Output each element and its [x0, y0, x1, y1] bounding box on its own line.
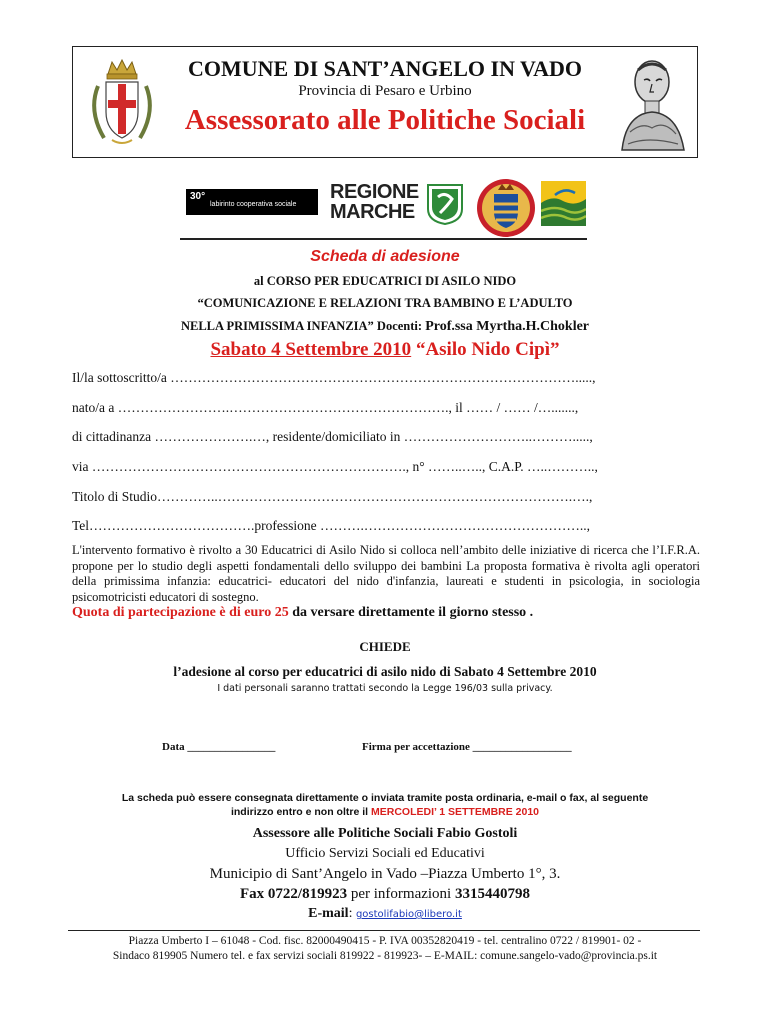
regione-text-line1: REGIONE	[330, 181, 419, 203]
header-divider	[180, 238, 587, 240]
statue-bust-icon	[608, 52, 692, 154]
signature-field[interactable]: Firma per accettazione __________________	[362, 741, 572, 753]
email-line	[0, 906, 770, 922]
course-description: L'intervento formativo è rivolto a 30 Educatrici di Asilo Nido si colloca nell’ambito delle iniziative di ricerca che l’I.F.R.A. propone per lo studio degli aspetti fondamentali dello sviluppo dei bambini La proposta formativa è rivolta agli operatori della primissima infanzia: educatrici- educatori del nido d'infanzia, laureati e studenti in psicologia, in sociologia psicomotricisti educatori di sostegno.	[72, 543, 700, 604]
deadline-date: MERCOLEDI’ 1 SETTEMBRE 2010	[370, 806, 540, 818]
chiede-heading: CHIEDE	[359, 639, 411, 654]
municipio-address: Municipio di Sant’Angelo in Vado –Piazza Umberto 1°, 3.	[209, 866, 561, 882]
event-date	[0, 339, 770, 361]
course-line-3	[0, 319, 770, 335]
field-nato-a[interactable]: nato/a a …………………….…………………………………………., il …… / …… /….......,	[72, 400, 579, 415]
office-name: Ufficio Servizi Sociali ed Educativi	[285, 846, 485, 861]
delivery-note-text: indirizzo entro e non oltre il	[230, 806, 371, 818]
phone-number: 3315440798	[454, 886, 530, 902]
labirinto-logo	[186, 189, 318, 215]
province-subtitle: Provincia di Pesaro e Urbino	[298, 83, 472, 99]
email-colon: :	[348, 906, 356, 921]
delivery-note-line2	[0, 806, 770, 818]
form-title: Scheda di adesione	[310, 248, 460, 265]
fax-line	[0, 886, 770, 903]
date-signature-field[interactable]: Data ________________	[162, 741, 276, 753]
email-link[interactable]: gostolifabio@libero.it	[355, 909, 462, 920]
fax-info-text: per informazioni	[347, 886, 455, 902]
province-seal-icon	[476, 178, 536, 238]
field-via[interactable]: via ……………………………………………………………., n° ……..….., C.A.P. …..………..,	[72, 459, 598, 474]
hills-landscape-icon	[541, 181, 586, 226]
assessore-name: Assessore alle Politiche Sociali Fabio Gostoli	[252, 826, 518, 841]
coat-of-arms-icon	[82, 56, 162, 148]
event-place: “Asilo Nido Cipì”	[411, 339, 560, 360]
field-tel-professione[interactable]: Tel……………………………….professione ……….…………………………………………..,	[72, 518, 591, 533]
regione-text-line2: MARCHE	[330, 201, 415, 223]
quota-amount: Quota di partecipazione è di euro 25	[72, 605, 289, 620]
labirinto-text: labirinto cooperativa sociale	[210, 201, 297, 208]
course-line-2: “COMUNICAZIONE E RELAZIONI TRA BAMBINO E L’ADULTO	[197, 296, 573, 310]
footer-line2: Sindaco 819905 Numero tel. e fax servizi sociali 819922 - 819923- – E-MAIL: comune.sangelo-vado@provincia.ps.it	[112, 950, 658, 962]
course-line-3-text: NELLA PRIMISSIMA INFANZIA” Docenti:	[180, 319, 426, 333]
regione-marche-logo	[330, 181, 470, 229]
footer-line1: Piazza Umberto I – 61048 - Cod. fisc. 82000490415 - P. IVA 00352820419 - tel. centralino 0722 / 819901- 02 -	[128, 935, 642, 947]
quota-note: da versare direttamente il giorno stesso .	[288, 605, 534, 620]
regione-emblem-icon	[426, 183, 464, 225]
field-cittadinanza[interactable]: di cittadinanza ………………….…, residente/domiciliato in ………………………..……….....,	[72, 429, 593, 444]
comune-title: COMUNE DI SANT’ANGELO IN VADO	[187, 56, 582, 81]
footer-divider	[68, 930, 700, 931]
event-date-text: Sabato 4 Settembre 2010	[210, 339, 412, 360]
field-sottoscritto[interactable]: Il/la sottoscritto/a ……………………………………………………………………………….....,	[72, 370, 596, 385]
teacher-name: Prof.ssa Myrtha.H.Chokler	[425, 319, 590, 334]
fax-number: Fax 0722/819923	[240, 886, 348, 902]
field-titolo-studio[interactable]: Titolo di Studio…………..…………………………………………………………………….….,	[72, 489, 593, 504]
quota-line	[72, 605, 700, 621]
labirinto-number: 30°	[190, 191, 206, 202]
course-line-1: al CORSO PER EDUCATRICI DI ASILO NIDO	[253, 274, 517, 288]
assessorato-title: Assessorato alle Politiche Sociali	[184, 104, 586, 136]
delivery-note-line1: La scheda può essere consegnata direttamente o inviata tramite posta ordinaria, e-mail o fax, al seguente	[121, 792, 649, 804]
adesione-line: l’adesione al corso per educatrici di asilo nido di Sabato 4 Settembre 2010	[173, 664, 597, 679]
privacy-note: I dati personali saranno trattati secondo la Legge 196/03 sulla privacy.	[217, 683, 553, 694]
email-label: E-mail	[308, 906, 349, 921]
